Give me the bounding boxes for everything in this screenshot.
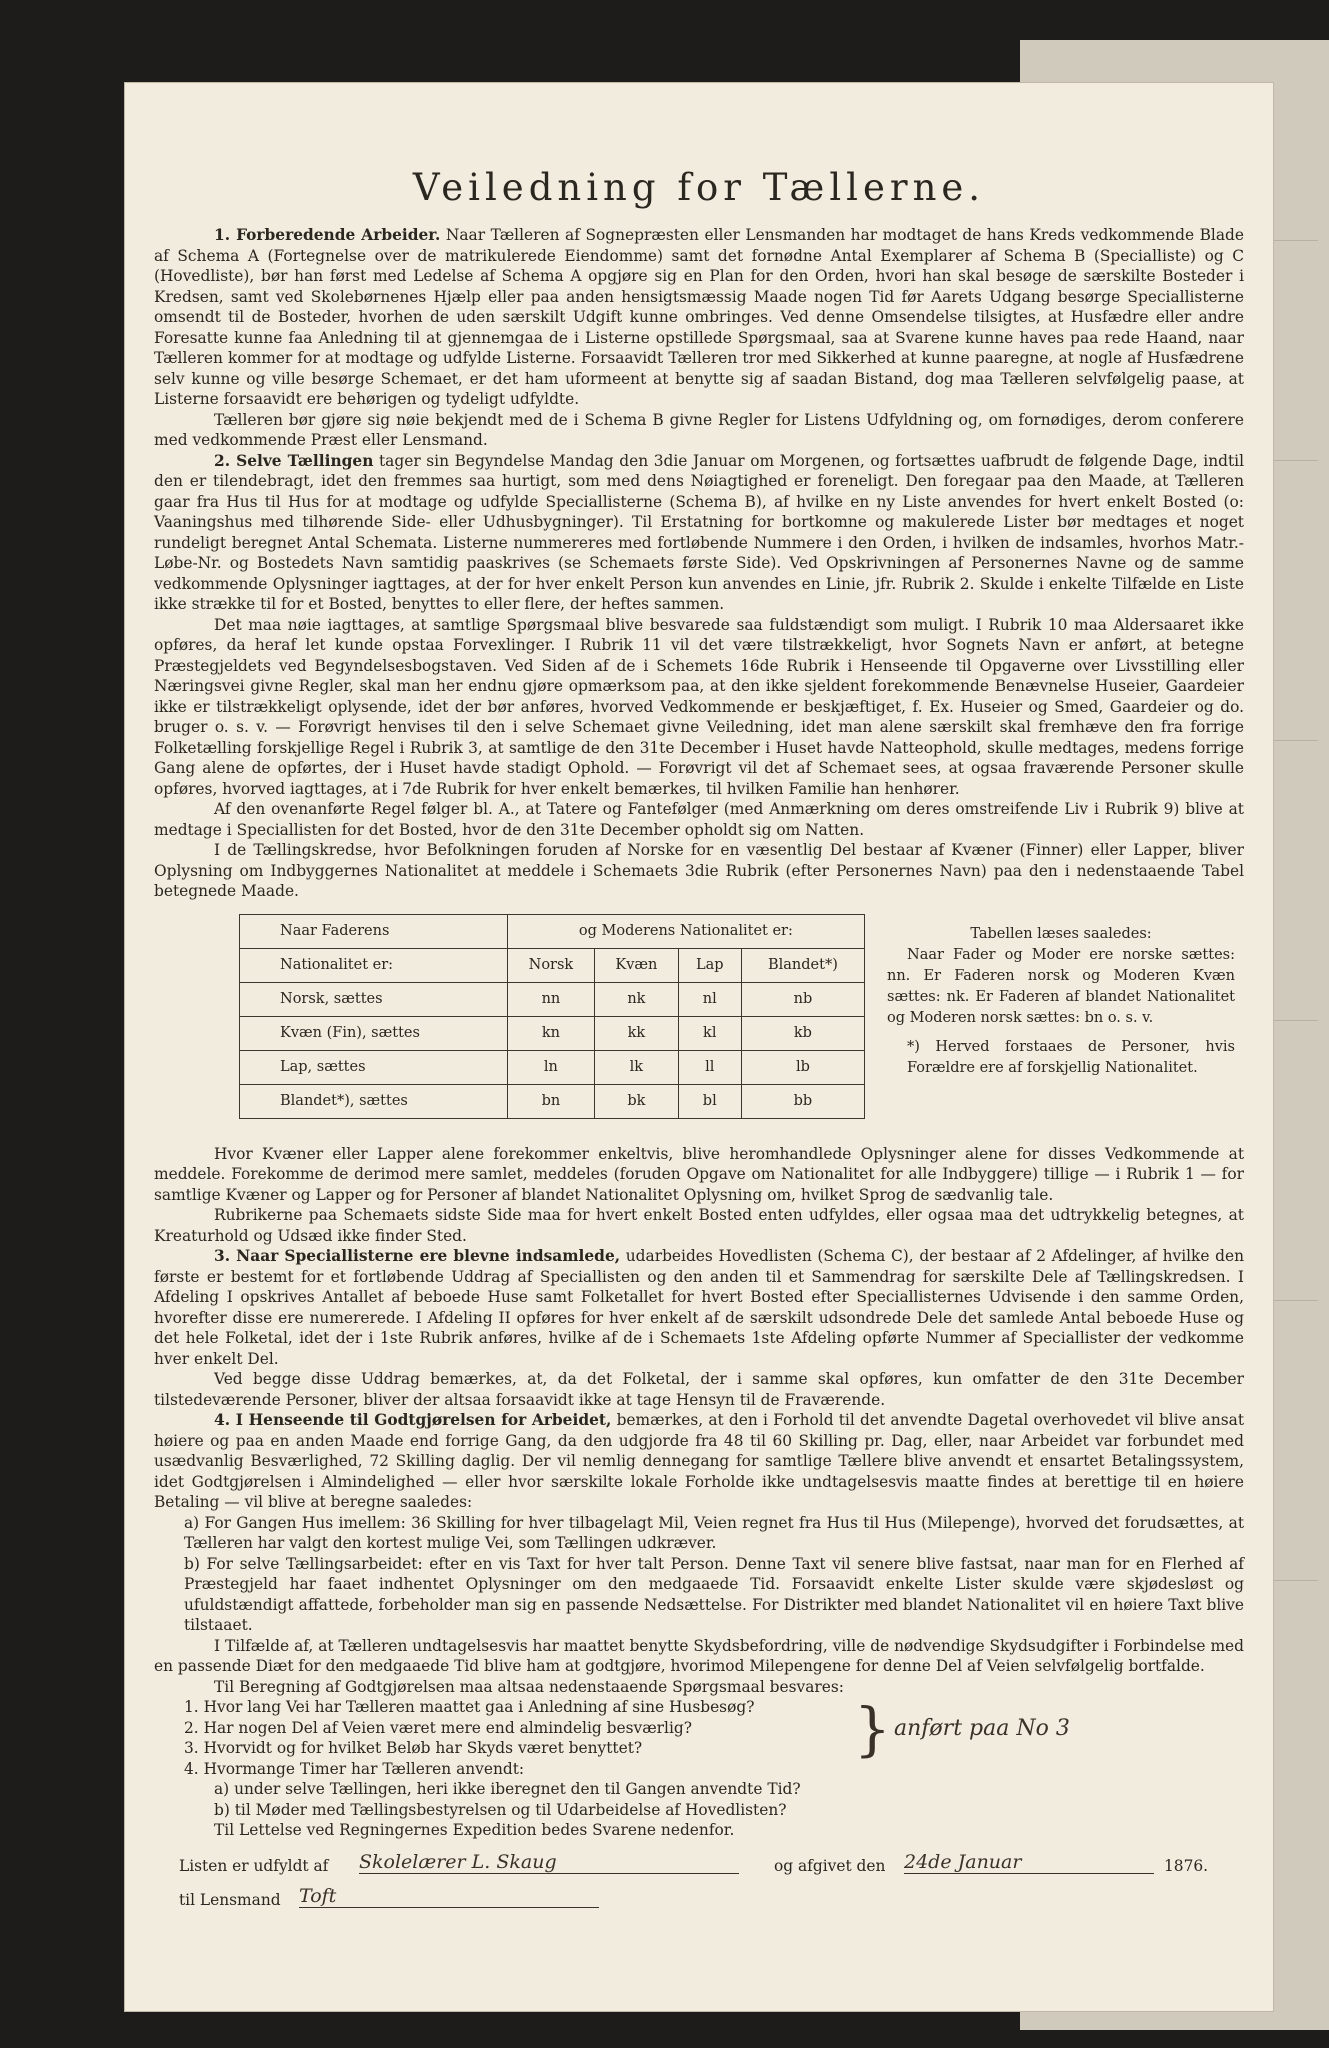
table-row xyxy=(240,1050,865,1084)
section-3-paragraph-2: Ved begge disse Uddrag bemærkes, at, da det Folketal, der i samme skal opføres, kun omfatter de den 31te December tilstedeværende Personer, bliver der altsaa forsaavidt ikke at tage Hensyn til de Fraværende. xyxy=(154,1370,1244,1409)
section-4-item-a: a) For Gangen Hus imellem: 36 Skilling for hver tilbagelagt Mil, Veien regnet fra Hus til Hus (Milepenge), hvorved det forudsættes, at Tælleren har valgt den kortest mulige Vei, som Tællingen udkræver. xyxy=(184,1513,1244,1552)
subquestion-item: b) til Møder med Tællingsbestyrelsen og til Udarbeidelse af Hovedlisten? xyxy=(214,1800,787,1819)
table-cell: nb xyxy=(741,982,864,1016)
table-row xyxy=(240,1016,865,1050)
nationality-table-block xyxy=(154,914,1244,1134)
after-table-paragraph: Hvor Kvæner eller Lapper alene forekommer enkeltvis, blive heromhandlede Oplysninger alene for disses Vedkommende at meddele. Forekomme de derimod mere samlet, meddeles (foruden Opgave om Nationalitet for alle Indbyggere) tillige — i Rubrik 1 — for samtlige Kvæner og Lapper og for Personer af blandet Nationalitet Oplysning om, hvilket Sprog de sædvanlig tale. xyxy=(154,1144,1244,1204)
table-cell: ln xyxy=(507,1050,594,1084)
table-cell: bn xyxy=(507,1084,594,1118)
table-note-title: Tabellen læses saaledes: xyxy=(970,925,1152,942)
table-head-father: Naar Faderens xyxy=(240,914,508,948)
table-row-label: Kvæn (Fin), sættes xyxy=(240,1016,508,1050)
question-item: 2. Har nogen Del af Veien været mere end almindelig besværlig? xyxy=(184,1718,692,1737)
table-cell: kn xyxy=(507,1016,594,1050)
table-cell: bk xyxy=(595,1084,679,1118)
afgivet-label: og afgivet den xyxy=(774,1856,886,1875)
table-col-header: Blandet*) xyxy=(741,948,864,982)
after-table-paragraph-2: Rubrikerne paa Schemaets sidste Side maa for hvert enkelt Bosted enten udfyldes, eller ogsaa maa det udtrykkelig betegnes, at Kreaturhold og Udsæd ikke finder Sted. xyxy=(154,1206,1244,1245)
lensmand-value: Toft xyxy=(299,1885,599,1908)
section-4-paragraph-2: I Tilfælde af, at Tælleren undtagelsesvis har maattet benytte Skydsbefordring, ville de nødvendige Skydsudgifter i Forbindelse med en passende Diæt for den medgaaede Tid blive ham at godtgjøre, hvorimod Milepengene for denne Del af Veien selvfølgelig bortfalde. xyxy=(154,1636,1244,1675)
table-cell: nn xyxy=(507,982,594,1016)
section-3-heading: 3. Naar Speciallisterne ere blevne indsamlede, xyxy=(214,1247,621,1265)
section-2-heading: 2. Selve Tællingen xyxy=(214,451,374,470)
table-footnote: *) Herved forstaaes de Personer, hvis Forældre ere af forskjellig Nationalitet. xyxy=(907,1038,1235,1076)
table-row-label: Norsk, sættes xyxy=(240,982,508,1016)
lensmand-label: til Lensmand xyxy=(179,1890,281,1909)
table-col-header: Kvæn xyxy=(595,948,679,982)
section-1-paragraph-2: Tælleren bør gjøre sig nøie bekjendt med de i Schema B givne Regler for Listens Udfyldning og, om fornødiges, derom conferere med vedkommende Præst eller Lensmand. xyxy=(154,410,1244,449)
questions-block xyxy=(154,1677,1244,1841)
section-2-paragraph-4: I de Tællingskredse, hvor Befolkningen foruden af Norske for en væsentlig Del bestaar af Kvæner (Finner) eller Lapper, bliver Oplysning om Indbyggernes Nationalitet at meddele i Schemaets 3die Rubrik (efter Personernes Navn) paa den i nedenstaaende Tabel betegnede Maade. xyxy=(154,841,1244,900)
table-cell: bl xyxy=(678,1084,741,1118)
section-1-paragraph: 1. Forberedende Arbeider. Naar Tælleren af Sognepræsten eller Lensmanden har modtaget de hans Kreds vedkommende Blade af Schema A (Fortegnelse over de matrikulerede Eiendomme) samt det fornødne Antal Exemplarer af Schema B (Specialliste) og C (Hovedliste), bør han først med Ledelse af Schema A opgjøre sig en Plan for den Orden, hvori han skal besøge de særskilte Bosteder i Kredsen, samt ved Skolebørnenes Hjælp eller paa anden hensigtsmæssig Maade nogen Tid før Aarets Udgang besørge Speciallisterne omsendt til de Bosteder, hvorhen de uden særskilt Udgift kunne ombringes. Ved denne Omsendelse tilsigtes, at Husfædre eller andre Foresatte kunne faa Anledning til at gjennemgaa de i Listerne opstillede Spørgsmaal, saa at Svarene kunne haves paa rede Haand, naar Tælleren kommer for at modtage og udfylde Listerne. Forsaavidt Tælleren tror med Sikkerhed at kunne paaregne, at nogle af Husfædrene selv kunne og ville besørge Schemaet, er det ham uformeent at benytte sig af saadan Bistand, dog maa Tælleren selvfølgelig paase, at Listerne forsaavidt ere behørigen og tydeligt udfyldte. xyxy=(154,226,1244,408)
document-content xyxy=(154,166,1244,1921)
table-cell: kk xyxy=(595,1016,679,1050)
table-col-header: Norsk xyxy=(507,948,594,982)
page-title: Veiledning for Tællerne. xyxy=(412,166,986,209)
document-page xyxy=(124,82,1274,2012)
nationality-table xyxy=(239,914,865,1119)
table-row-label: Lap, sættes xyxy=(240,1050,508,1084)
year: 1876. xyxy=(1164,1856,1209,1875)
table-head-mother: og Moderens Nationalitet er: xyxy=(507,914,864,948)
section-2-paragraph: 2. Selve Tællingen tager sin Begyndelse Mandag den 3die Januar om Morgenen, og fortsættes uafbrudt de følgende Dage, indtil den er tilendebragt, idet den fremmes saa hurtigt, som med dens Nøiagtighed er foreneligt. Den foregaar paa den Maade, at Tælleren gaar fra Hus til Hus for at modtage og udfylde Speciallisterne (Schema B), af hvilke en ny Liste anvendes for hvert enkelt Bosted (o: Vaaningshus med tilhørende Side- eller Udhusbygninger). Til Erstatning for bortkomne og makulerede Lister bør medtages et noget rundeligt beregnet Antal Schemata. Listerne nummereres med fortløbende Nummere i den Orden, i hvilken de indsamles, hvorhos Matr.-Løbe-Nr. og Bostedets Navn samtidig paaskrives (se Schemaets første Side). Ved Opskrivningen af Personernes Navne og de samme vedkommende Oplysninger iagttages, at der for hver enkelt Person kun anvendes en Linie, jfr. Rubrik 2. Skulde i enkelte Tilfælde en Liste ikke strække til for et Bosted, benyttes to eller flere, der heftes sammen. xyxy=(154,451,1244,613)
questions-intro: Til Beregning af Godtgjørelsen maa altsaa nedenstaaende Spørgsmaal besvares: xyxy=(214,1677,844,1696)
section-2-paragraph-3: Af den ovenanførte Regel følger bl. A., at Tatere og Fantefølger (med Anmærkning om deres omstreifende Liv i Rubrik 9) blive at medtage i Speciallisten for det Bosted, hvor de den 31te December opholdt sig om Natten. xyxy=(154,800,1244,839)
table-cell: ll xyxy=(678,1050,741,1084)
table-note-body: Naar Fader og Moder ere norske sættes: nn. Er Faderen norsk og Moderen Kvæn sættes: nk. Er Faderen af blandet Nationalitet og Moderen norsk sættes: bn o. s. v. xyxy=(887,946,1235,1026)
table-head-father-2: Nationalitet er: xyxy=(240,948,508,982)
table-cell: lb xyxy=(741,1050,864,1084)
table-row-label: Blandet*), sættes xyxy=(240,1084,508,1118)
signature-block xyxy=(154,1851,1244,1921)
table-cell: kb xyxy=(741,1016,864,1050)
question-item: 3. Hvorvidt og for hvilket Beløb har Skyds været benyttet? xyxy=(184,1739,643,1757)
table-explanation xyxy=(887,924,1235,1079)
table-row xyxy=(240,982,865,1016)
section-2-paragraph-2: Det maa nøie iagttages, at samtlige Spørgsmaal blive besvarede saa fuldstændigt som muligt. I Rubrik 10 maa Aldersaaret ikke opføres, da heraf let kunde opstaa Forvexlinger. I Rubrik 11 vil det være tilstrækkeligt, hvor Sognets Navn er anført, at betegne Præstegjeldets ved Begyndelsesbogstaven. Ved Siden af de i Schemets 16de Rubrik i Henseende til Opgaverne over Livsstilling eller Næringsvei givne Regler, skal man her endnu gjøre opmærksom paa, at den ikke sjeldent forekommende Benævnelse Huseier, Gaardeier ikke er tilstrækkeligt oplysende, idet der bør anføres, hvorved Vedkommende er beskjæftiget, f. Ex. Huseier og Smed, Gaardeier og do. bruger o. s. v. — Forøvrigt henvises til den i selve Schemaet givne Veiledning, idet man alene særskilt skal fremhæve den fra forrige Folketælling forskjellige Regel i Rubrik 3, at samtlige de den 31te December i Huset havde Natteophold, skulle medtages, medens forrige Gang alene de opførtes, der i Huset havde stadigt Ophold. — Forøvrigt vil det af Schemaet sees, at ogsaa fraværende Personer skulle opføres, hvorved iagttages, at i 7de Rubrik for hver enkelt bemærkes, til hvilken Familie han henhører. xyxy=(154,615,1244,798)
section-4-paragraph: 4. I Henseende til Godtgjørelsen for Arbeidet, bemærkes, at den i Forhold til det anvendte Dagetal overhovedet vil blive ansat høiere og paa en anden Maade end forrige Gang, da den udgjorde fra 48 til 60 Skilling pr. Dag, eller, naar Arbeidet var forbundet med usædvanlig Besværlighed, 72 Skilling daglig. Der vil nemlig dennegang for samtlige Tællere blive anvendt et ensartet Betalingssystem, idet Godtgjørelsen i Almindelighed — eller hvor særskilte lokale Forholde ikke undtagelsesvis maatte findes at berettige til en høiere Betaling — vil blive at beregne saaledes: xyxy=(154,1411,1244,1511)
table-row xyxy=(240,1084,865,1118)
table-cell: nk xyxy=(595,982,679,1016)
table-cell: lk xyxy=(595,1050,679,1084)
afgivet-value: 24de Januar xyxy=(904,1851,1154,1874)
handwritten-answer: anført paa No 3 xyxy=(894,1715,1070,1741)
questions-closing: Til Lettelse ved Regningernes Expedition bedes Svarene nedenfor. xyxy=(214,1821,735,1839)
listen-label: Listen er udfyldt af xyxy=(179,1856,329,1875)
listen-value: Skolelærer L. Skaug xyxy=(359,1851,739,1874)
table-cell: kl xyxy=(678,1016,741,1050)
question-item: 4. Hvormange Timer har Tælleren anvendt: xyxy=(184,1759,525,1778)
section-3-paragraph: 3. Naar Speciallisterne ere blevne indsamlede, udarbeides Hovedlisten (Schema C), der bestaar af 2 Afdelinger, af hvilke den første er bestemt for et fortløbende Uddrag af Speciallisten og den anden til et Sammendrag for særskilte Dele af Tællingskredsen. I Afdeling I opskrives Antallet af beboede Huse samt Folketallet for hvert Bosted efter Speciallisternes Udvisende i den samme Orden, hvorefter disse ere numererede. I Afdeling II opføres for hver enkelt af de særskilt udsondrede Dele det samlede Antal beboede Huse og det hele Folketal, idet der i 1ste Rubrik anføres, hvilke af de i Schemaets 1ste Afdeling opførte Nummer af Speciallister der vedkomme hver enkelt Del. xyxy=(154,1247,1244,1368)
section-1-heading: 1. Forberedende Arbeider. xyxy=(214,226,441,244)
table-col-header: Lap xyxy=(678,948,741,982)
subquestion-item: a) under selve Tællingen, heri ikke iberegnet den til Gangen anvendte Tid? xyxy=(214,1780,801,1798)
section-4-heading: 4. I Henseende til Godtgjørelsen for Arbeidet, xyxy=(214,1411,612,1429)
question-item: 1. Hvor lang Vei har Tælleren maattet gaa i Anledning af sine Husbesøg? xyxy=(184,1698,755,1716)
section-4-item-b: b) For selve Tællingsarbeidet: efter en vis Taxt for hver talt Person. Denne Taxt vil senere blive fastsat, naar man for en Flerhed af Præstegjeld har faaet indhentet Oplysninger om den medgaaede Tid. Forsaavidt enkelte Lister skulde være skjødesløst og ufuldstændigt affattede, forbeholder man sig en passende Nedsættelse. For Distrikter med blandet Nationalitet vil en høiere Taxt blive tilstaaet. xyxy=(184,1554,1244,1634)
brace-mark: } xyxy=(854,1694,891,1763)
table-cell: nl xyxy=(678,982,741,1016)
table-cell: bb xyxy=(741,1084,864,1118)
